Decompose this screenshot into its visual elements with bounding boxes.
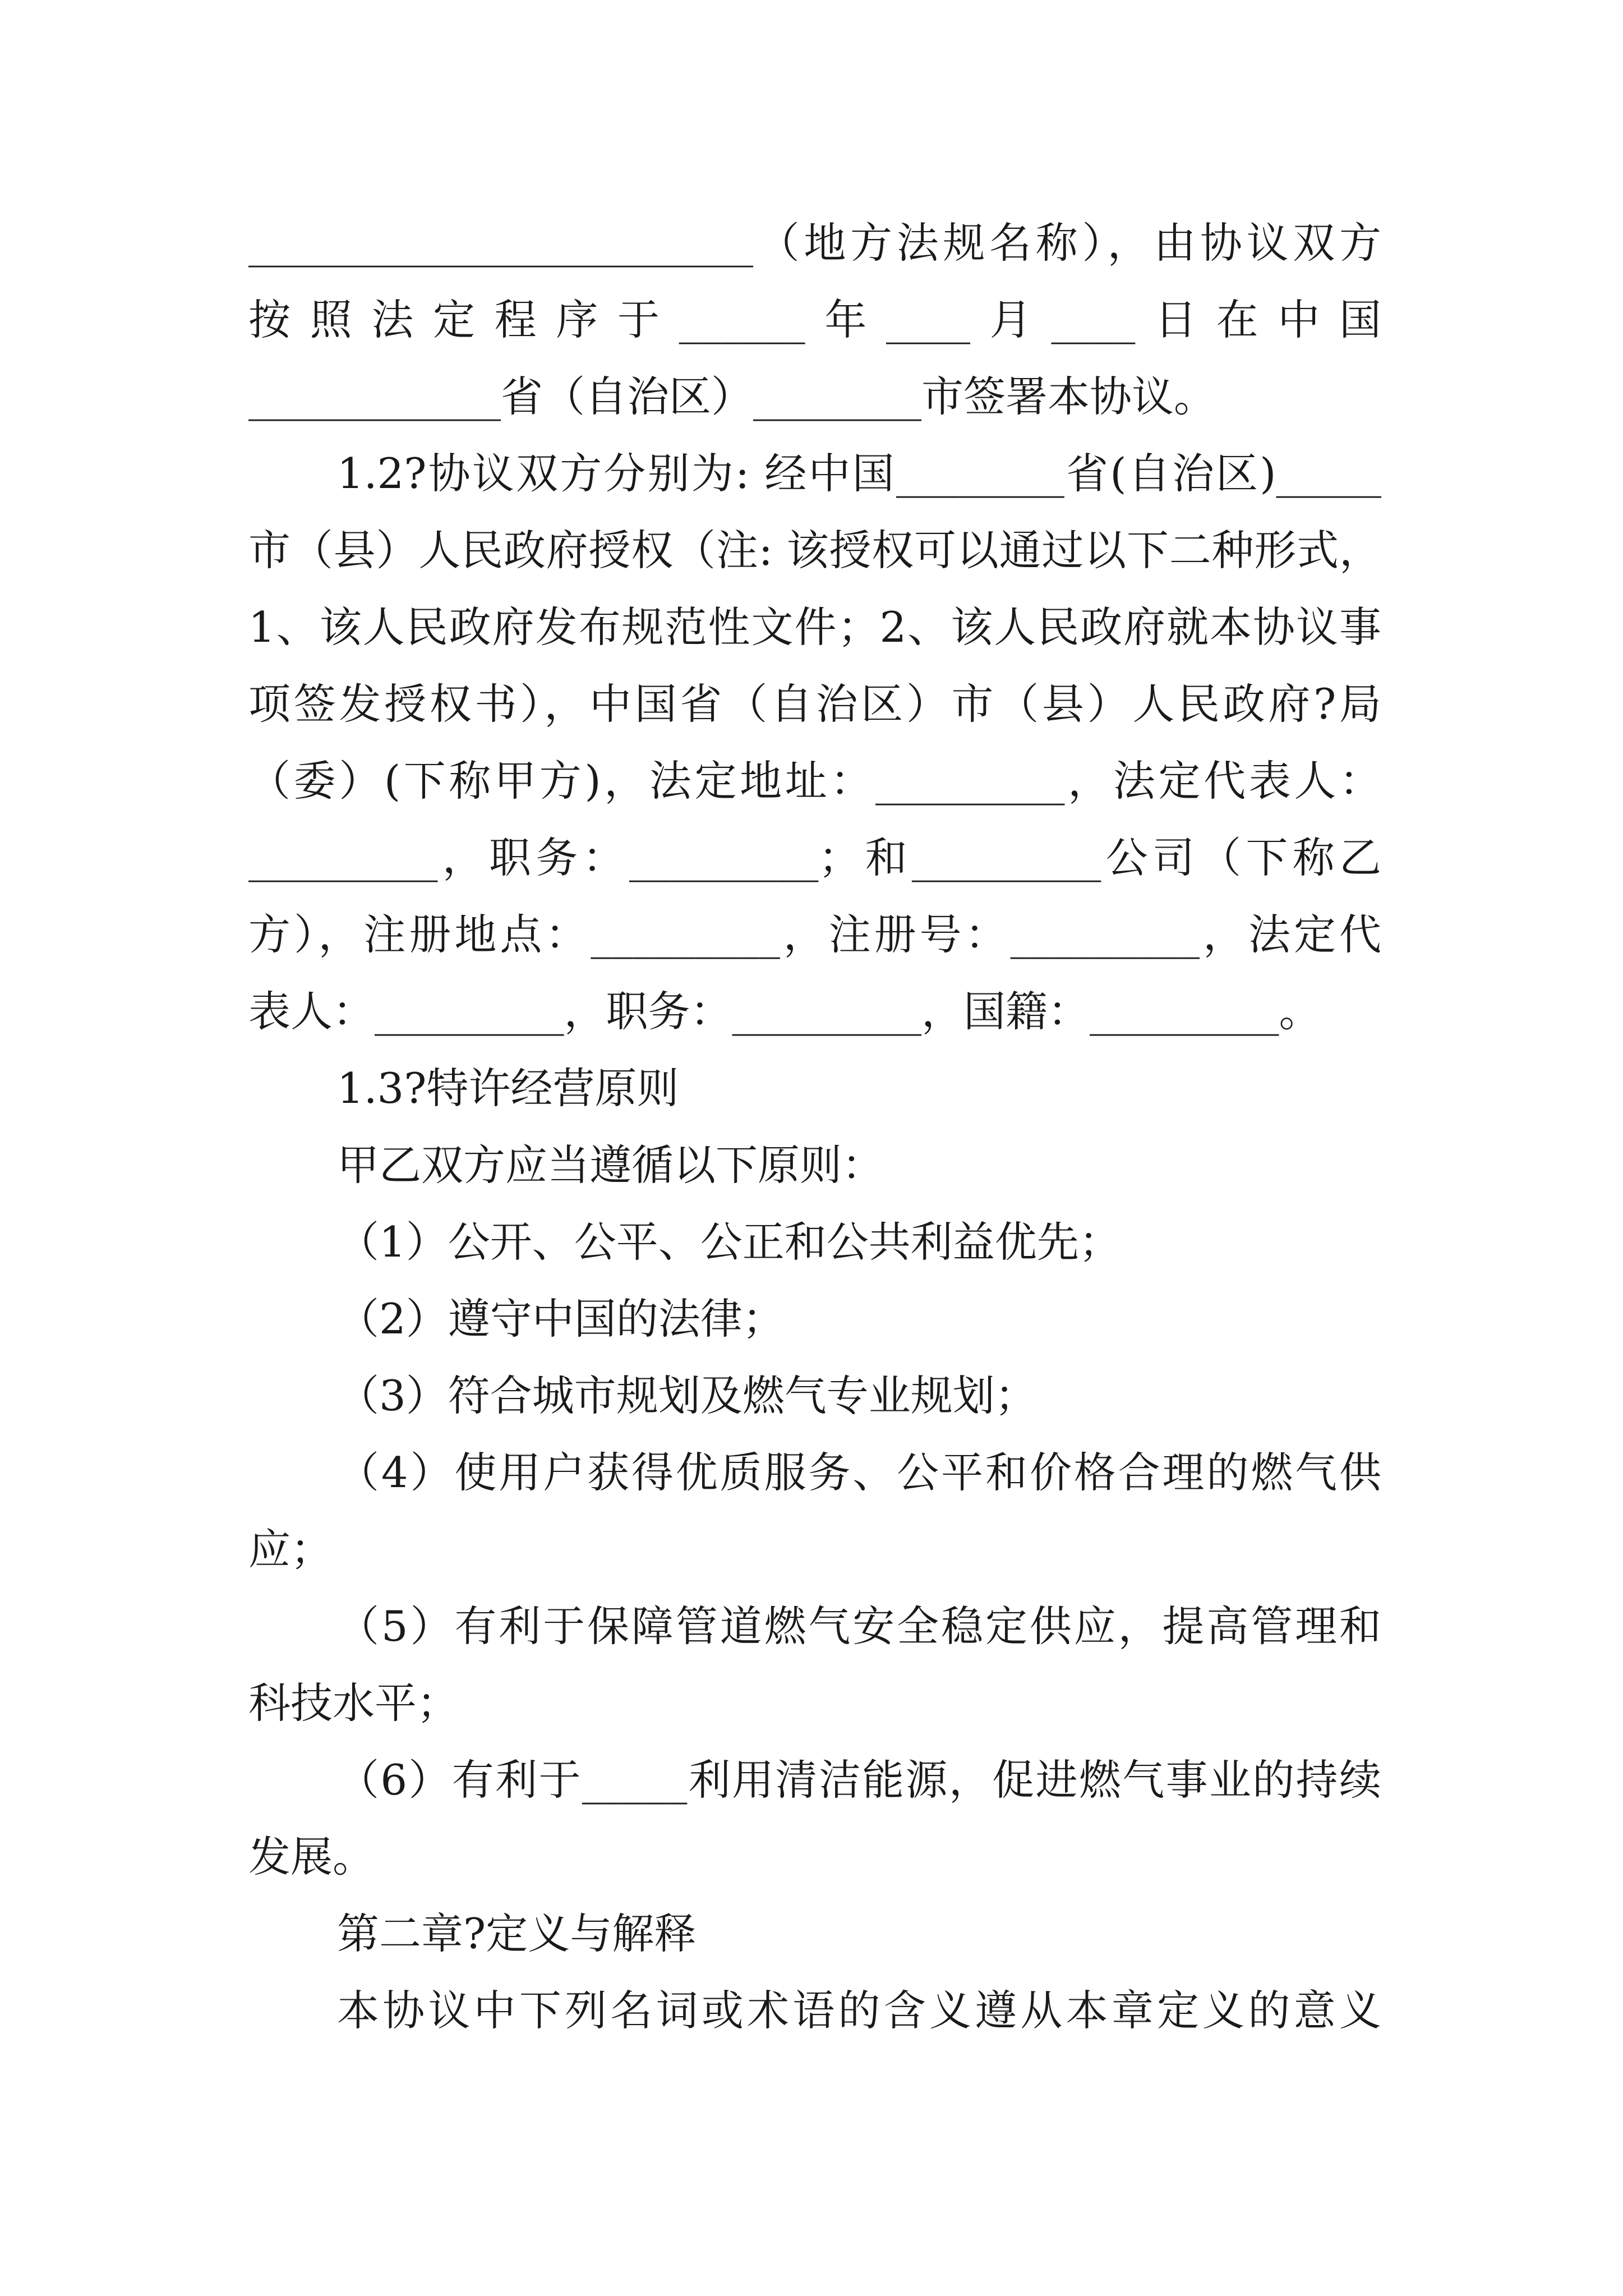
clause-1-2-line-4: 项签发授权书），中国省（自治区）市（县）人民政府?局 xyxy=(248,679,1381,729)
principle-item-5-line-1: （5）有利于保障管道燃气安全稳定供应，提高管理和 xyxy=(337,1602,1381,1651)
clause-1-2-line-3: 1、该人民政府发布规范性文件；2、该人民政府就本协议事 xyxy=(248,602,1381,652)
clause-1-2-line-5: （委）(下称甲方)，法定地址：_________，法定代表人： xyxy=(248,756,1381,806)
clause-1-2-line-7: 方），注册地点：_________，注册号：_________，法定代 xyxy=(248,910,1381,959)
clause-1-2-line-8: 表人：_________，职务：_________，国籍：_________。 xyxy=(248,987,1321,1036)
document-body xyxy=(248,205,1381,2049)
principle-item-2: （2）遵守中国的法律； xyxy=(337,1294,785,1343)
clause-1-2-line-2: 市（县）人民政府授权（注: 该授权可以通过以下二种形式， xyxy=(248,526,1381,575)
principle-item-5-line-2: 科技水平； xyxy=(248,1678,459,1728)
definitions-intro: 本协议中下列名词或术语的含义遵从本章定义的意义 xyxy=(337,1986,1381,2035)
text-line-2: 按照法定程序于______年____月____日在中国 xyxy=(248,295,1381,344)
principles-intro: 甲乙双方应当遵循以下原则： xyxy=(337,1140,884,1190)
principle-item-6-line-2: 发展。 xyxy=(248,1832,375,1881)
principle-item-1: （1）公开、公平、公正和公共利益优先； xyxy=(337,1217,1121,1267)
clause-1-2-line-6: _________，职务：_________；和_________公司（下称乙 xyxy=(248,833,1381,882)
section-heading-1-3: 1.3?特许经营原则 xyxy=(337,1064,679,1113)
principle-item-4-line-2: 应； xyxy=(248,1525,333,1574)
clause-1-2-line-1: 1.2?协议双方分别为: 经中国________省(自治区)_____ xyxy=(337,449,1381,498)
principle-item-6-line-1: （6）有利于_____利用清洁能源，促进燃气事业的持续 xyxy=(337,1755,1381,1805)
chapter-2-heading: 第二章?定义与解释 xyxy=(337,1909,697,1958)
principle-item-4-line-1: （4）使用户获得优质服务、公平和价格合理的燃气供 xyxy=(337,1448,1381,1497)
principle-item-3: （3）符合城市规划及燃气专业规划； xyxy=(337,1371,1037,1420)
text-line-3: ____________省（自治区）________市签署本协议。 xyxy=(248,372,1216,421)
text-line-1: ________________________（地方法规名称），由协议双方 xyxy=(248,218,1381,268)
